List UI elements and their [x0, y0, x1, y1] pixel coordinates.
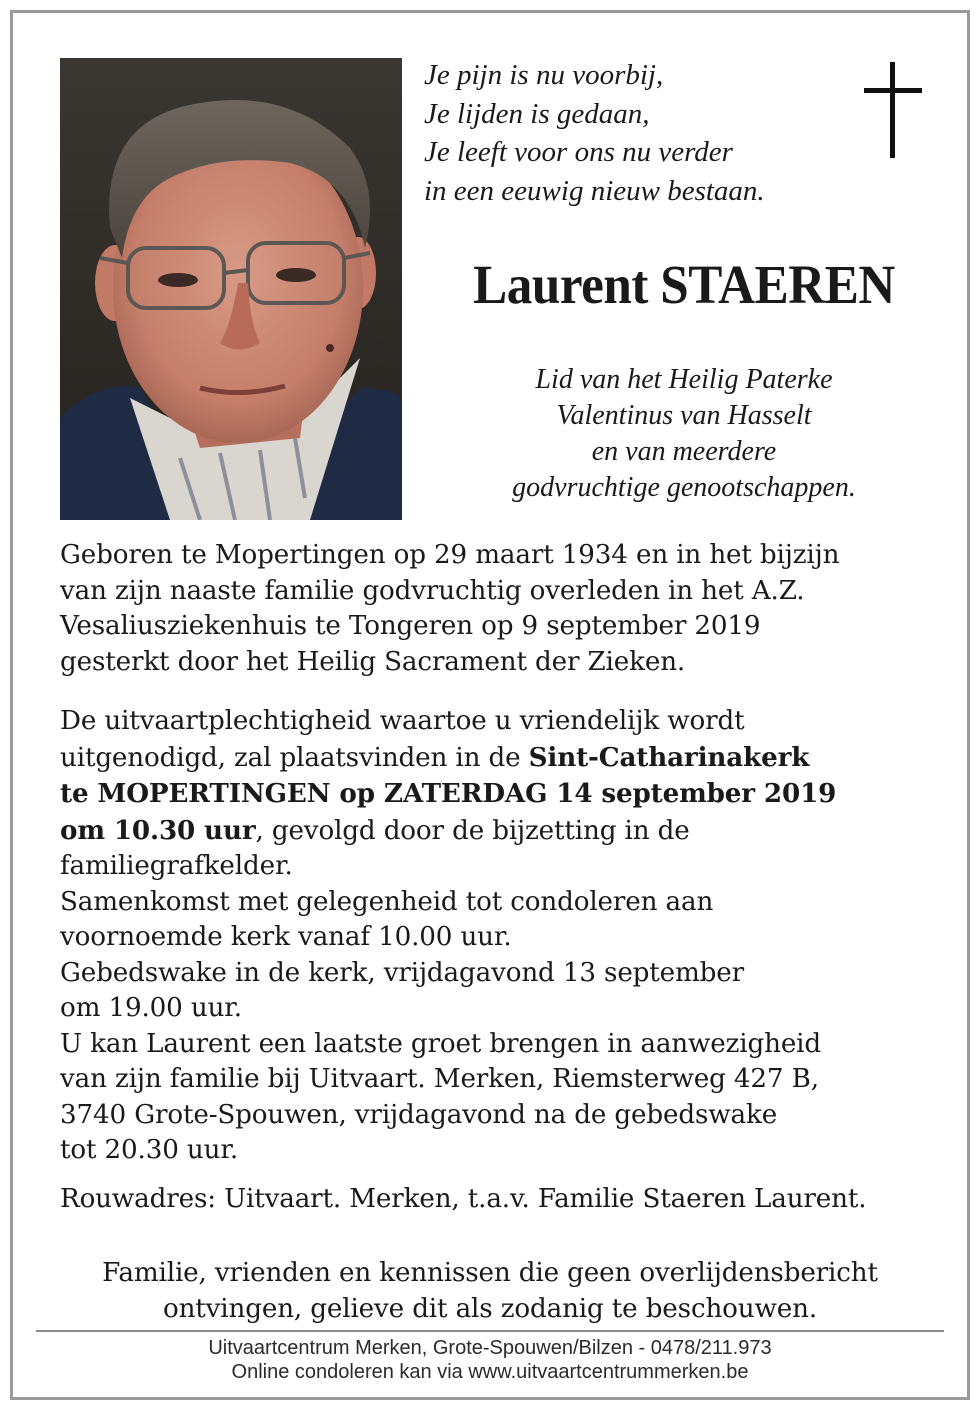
poem-line: Je leeft voor ons nu verder [424, 136, 733, 168]
paragraph-line: 3740 Grote-Spouwen, vrijdagavond na de gebedswake [60, 1099, 778, 1130]
poem-line: Je lijden is gedaan, [424, 97, 650, 130]
paragraph-line: U kan Laurent een laatste groet brengen in aanwezigheid [60, 1028, 822, 1059]
funeral-date: te MOPERTINGEN op ZATERDAG 14 september 2019 [60, 778, 837, 809]
membership-line: godvruchtige genootschappen. [512, 472, 856, 503]
paragraph-line: Geboren te Mopertingen op 29 maart 1934 en in het bijzijn [60, 540, 840, 570]
funeral-details-paragraph [60, 704, 940, 1169]
paragraph-line: Vesaliusziekenhuis te Tongeren op 9 september 2019 [60, 611, 761, 641]
portrait-photo [60, 58, 402, 520]
paragraph-line: Samenkomst met gelegenheid tot condoleren aan [60, 886, 714, 917]
closing-line: ontvingen, gelieve dit als zodanig te beschouwen. [162, 1293, 818, 1324]
poem-line: Je pijn is nu voorbij, [424, 59, 664, 91]
funeral-time: om 10.30 uur [60, 814, 256, 846]
paragraph-text: , gevolgd door de bijzetting in de [255, 815, 690, 846]
paragraph-line [60, 740, 940, 777]
paragraph-line: van zijn naaste familie godvruchtig overleden in het A.Z. [60, 575, 805, 606]
paragraph-line: tot 20.30 uur. [60, 1135, 239, 1165]
paragraph-line: gesterkt door het Heilig Sacrament der Zieken. [60, 646, 686, 677]
paragraph-text: uitgenodigd, zal plaatsvinden in de [60, 742, 529, 773]
poem-line: in een eeuwig nieuw bestaan. [424, 174, 765, 207]
membership-line: en van meerdere [591, 436, 777, 467]
paragraph-line [60, 813, 940, 850]
cross-icon [864, 62, 922, 158]
paragraph-line: familiegrafkelder. [60, 851, 293, 881]
church-name: Sint-Catharinakerk [528, 741, 810, 773]
online-condolence-link: Online condoleren kan via www.uitvaartcentrummerken.be [231, 1361, 749, 1383]
birth-death-paragraph [60, 538, 940, 680]
deceased-name: Laurent STAEREN [473, 254, 895, 315]
closing-note [30, 1256, 950, 1327]
memorial-poem [424, 56, 844, 210]
membership-line: Lid van het Heilig Paterke [535, 364, 833, 395]
address-line: Rouwadres: Uitvaart. Merken, t.a.v. Familie Staeren Laurent. [60, 1184, 867, 1214]
paragraph-line: Gebedswake in de kerk, vrijdagavond 13 september [60, 957, 745, 988]
footer-divider [36, 1330, 944, 1332]
membership-line: Valentinus van Hasselt [556, 400, 812, 431]
paragraph-line: De uitvaartplechtigheid waartoe u vriendelijk wordt [60, 706, 745, 736]
membership-text [420, 362, 948, 506]
mourning-address [60, 1182, 940, 1218]
closing-line: Familie, vrienden en kennissen die geen overlijdensbericht [102, 1258, 878, 1288]
paragraph-line: van zijn familie bij Uitvaart. Merken, Riemsterweg 427 B, [60, 1064, 819, 1094]
paragraph-line: om 19.00 uur. [60, 993, 242, 1023]
funeral-home-contact: Uitvaartcentrum Merken, Grote-Spouwen/Bilzen - 0478/211.973 [208, 1337, 772, 1359]
paragraph-line [60, 776, 940, 813]
paragraph-line: voornoemde kerk vanaf 10.00 uur. [60, 922, 512, 952]
